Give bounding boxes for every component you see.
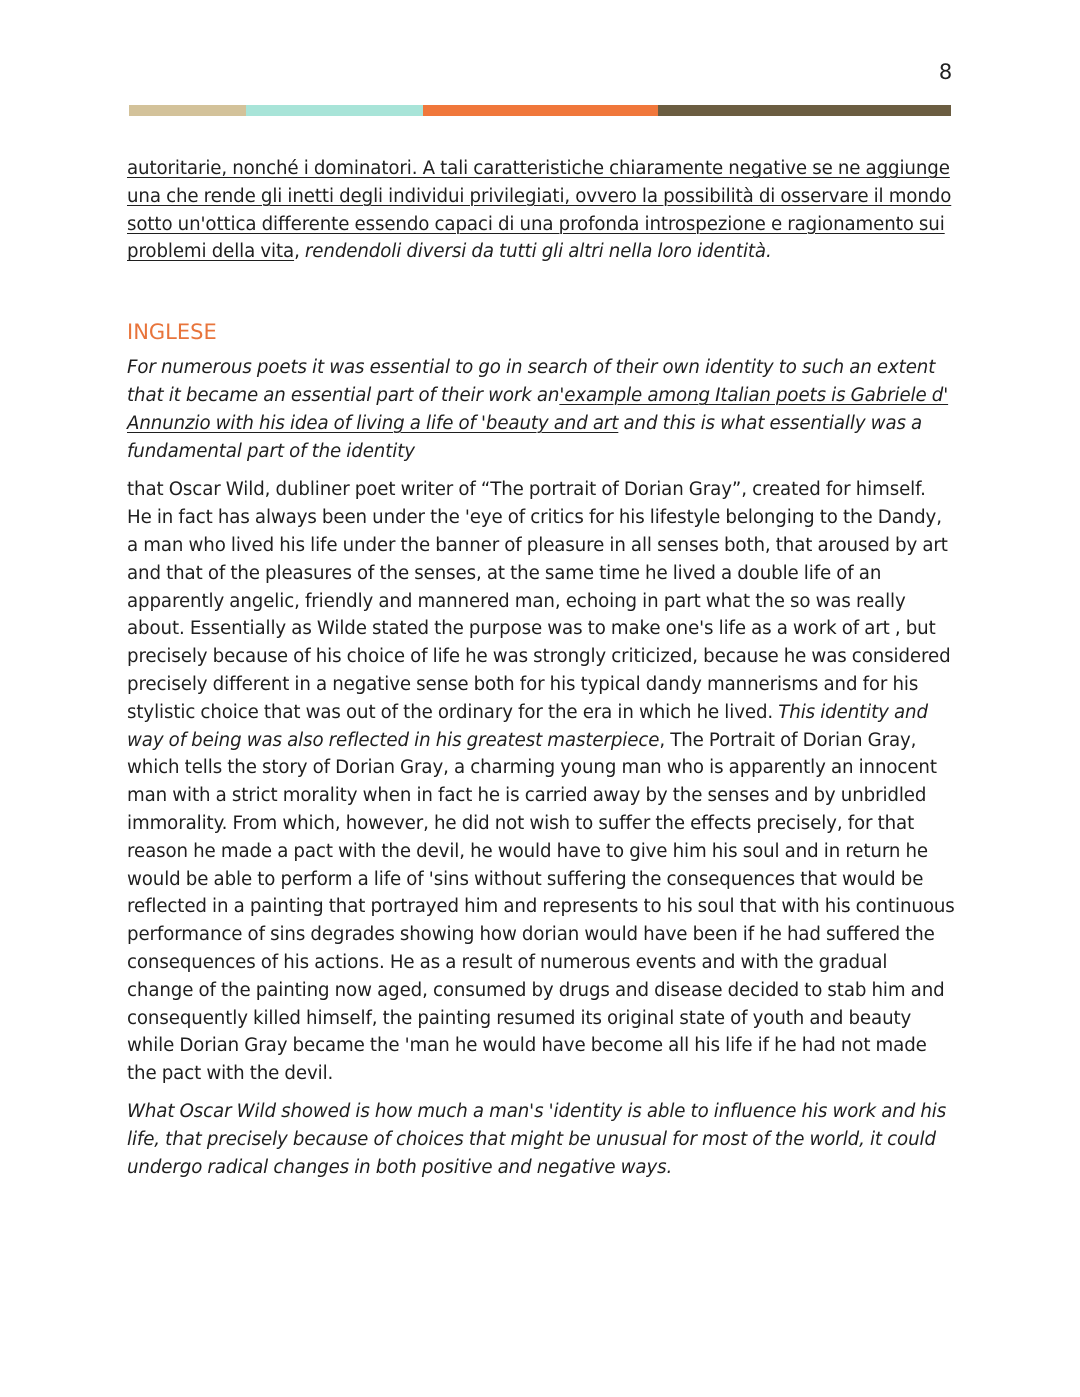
paragraph-oscar-wilde xyxy=(127,476,955,1088)
underlined-text: 'example among Italian poets is Gabriele d' Annunzio with his idea of living a life of 'beauty and art xyxy=(127,384,949,434)
intro-text: For numerous poets it was essential to go in search of their own identity to such an extent that it became an essential part of their work an xyxy=(127,357,936,406)
page-number: 8 xyxy=(938,60,952,84)
body-text: that Oscar Wild, dubliner poet writer of “The portrait of Dorian Gray”, created for himself. He in fact has always been under the 'eye of critics for his lifestyle belonging to the Dandy, a man who lived his life under the banner of pleasure in all senses both, that aroused by art and that of the pleasures of the senses, at the same time he lived a double life of an apparently angelic, friendly and mannered man, echoing in part what the so was really about. Essentially as Wilde stated the purpose was to make one's life as a work of art , but precisely because of his choice of life he was strongly criticized, because he was considered precisely different in a negative sense both for his typical dandy mannerisms and for his stylistic choice that was out of the ordinary for the era in which he lived. xyxy=(127,479,951,723)
underlined-text: autoritarie, nonché i dominatori. A tali caratteristiche chiaramente negative se ne aggiunge una che rende gli inetti degli individui privilegiati, ovvero la possibilità di osservare il mondo sotto un'ottica differente essendo capaci di una profonda introspezione e ragionamento sui problemi della vita xyxy=(127,158,952,263)
document-body xyxy=(127,155,955,1181)
color-bar-segment-tan xyxy=(129,105,246,116)
intro-text-end: and this is what essentially was a fundamental part of the identity xyxy=(127,412,923,462)
paragraph-conclusion: What Oscar Wild showed is how much a man's 'identity is able to influence his work and his life, that precisely because of choices that might be unusual for most of the world, it could undergo radical changes in both positive and negative ways. xyxy=(127,1100,947,1178)
body-text-end: , The Portrait of Dorian Gray, which tells the story of Dorian Gray, a charming young man who is apparently an innocent man with a strict morality when in fact he is carried away by the senses and by unbridled immorality. From which, however, he did not wish to suffer the effects precisely, for that reason he made a pact with the devil, he would have to give him his soul and in return he would be able to perform a life of 'sins without suffering the consequences that would be reflected in a painting that portrayed him and represents to his soul that with his continuous performance of sins degrades showing how dorian would have been if he had suffered the consequences of his actions. He as a result of numerous events and with the gradual change of the painting now aged, consumed by drugs and disease decided to stab him and consequently killed himself, the painting resumed its original state of youth and beauty while Dorian Gray became the 'man he would have become all his life if he had not made the pact with the devil. xyxy=(127,729,955,1085)
italic-text: This identity and way of being was also reflected in his greatest masterpiece xyxy=(127,701,928,751)
header-color-bar xyxy=(129,105,951,116)
paragraph-intro-italic xyxy=(127,354,955,465)
color-bar-segment-orange xyxy=(423,105,658,116)
color-bar-segment-aqua xyxy=(246,105,423,116)
separator-text: , xyxy=(294,241,300,263)
paragraph-italian-continuation xyxy=(127,155,955,266)
italic-text: rendendoli diversi da tutti gli altri nella loro identità. xyxy=(299,241,772,263)
color-bar-segment-brown xyxy=(658,105,951,116)
section-heading-inglese: INGLESE xyxy=(127,320,217,345)
